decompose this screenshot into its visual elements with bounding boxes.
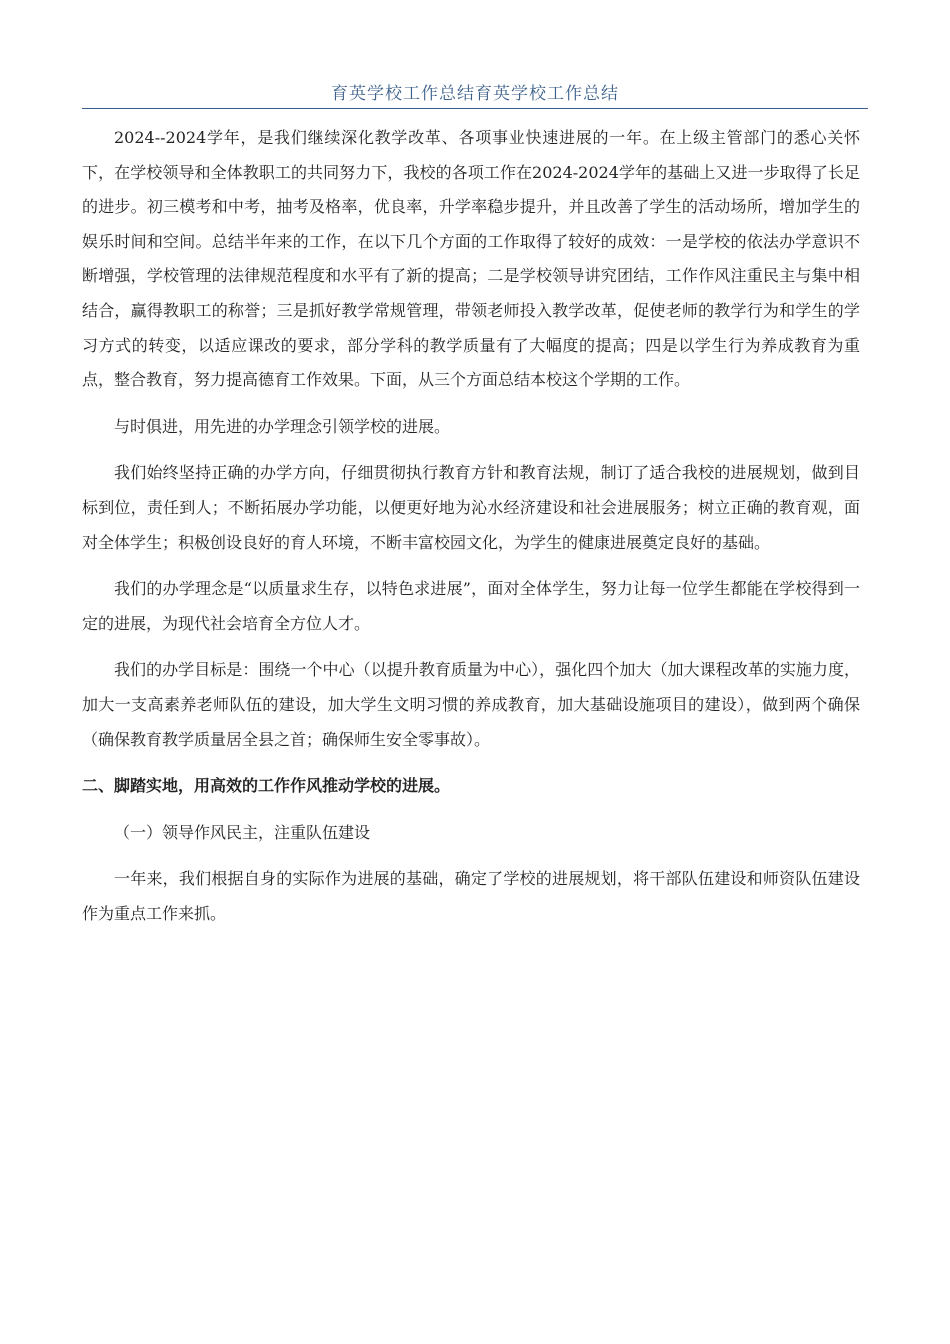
paragraph-team-building: 一年来，我们根据自身的实际作为进展的基础，确定了学校的进展规划，将干部队伍建设和师资队伍建设作为重点工作来抓。 — [82, 869, 860, 923]
paragraph-section1-heading: 与时俱进，用先进的办学理念引领学校的进展。 — [114, 416, 451, 436]
document-title: 育英学校工作总结育英学校工作总结 — [331, 84, 619, 104]
paragraph-intro: 2024--2024学年，是我们继续深化教学改革、各项事业快速进展的一年。在上级主管部门的悉心关怀下，在学校领导和全体教职工的共同努力下，我校的各项工作在2024-2024学年的基础上又进一步取得了长足的进步。初三模考和中考，抽考及格率，优良率，升学率稳步提升，并且改善了学生的活动场所，增加学生的娱乐时间和空间。总结半年来的工作，在以下几个方面的工作取得了较好的成效：一是学校的依法办学意识不断增强，学校管理的法律规范程度和水平有了新的提高；二是学校领导讲究团结，工作作风注重民主与集中相结合，赢得教职工的称誉；三是抓好教学常规管理，带领老师投入教学改革，促使老师的教学行为和学生的学习方式的转变，以适应课改的要求，部分学科的教学质量有了大幅度的提高；四是以学生行为养成教育为重点，整合教育，努力提高德育工作效果。下面，从三个方面总结本校这个学期的工作。 — [82, 128, 860, 390]
document-body — [82, 121, 860, 931]
paragraph-goals: 我们的办学目标是：围绕一个中心（以提升教育质量为中心），强化四个加大（加大课程改革的实施力度，加大一支高素养老师队伍的建设，加大学生文明习惯的养成教育，加大基础设施项目的建设），做到两个确保（确保教育教学质量居全县之首；确保师生安全零事故）。 — [82, 660, 860, 749]
document-header — [82, 80, 868, 109]
paragraph-direction: 我们始终坚持正确的办学方向，仔细贯彻执行教育方针和教育法规，制订了适合我校的进展规划，做到目标到位，责任到人；不断拓展办学功能，以便更好地为沁水经济建设和社会进展服务；树立正确的教育观，面对全体学生；积极创设良好的育人环境，不断丰富校园文化，为学生的健康进展奠定良好的基础。 — [82, 463, 860, 552]
section2-heading: 二、脚踏实地，用高效的工作作风推动学校的进展。 — [82, 776, 451, 796]
paragraph-philosophy: 我们的办学理念是“以质量求生存，以特色求进展”，面对全体学生，努力让每一位学生都能在学校得到一定的进展，为现代社会培育全方位人才。 — [82, 579, 860, 633]
subsection1-heading: （一）领导作风民主，注重队伍建设 — [114, 822, 371, 842]
